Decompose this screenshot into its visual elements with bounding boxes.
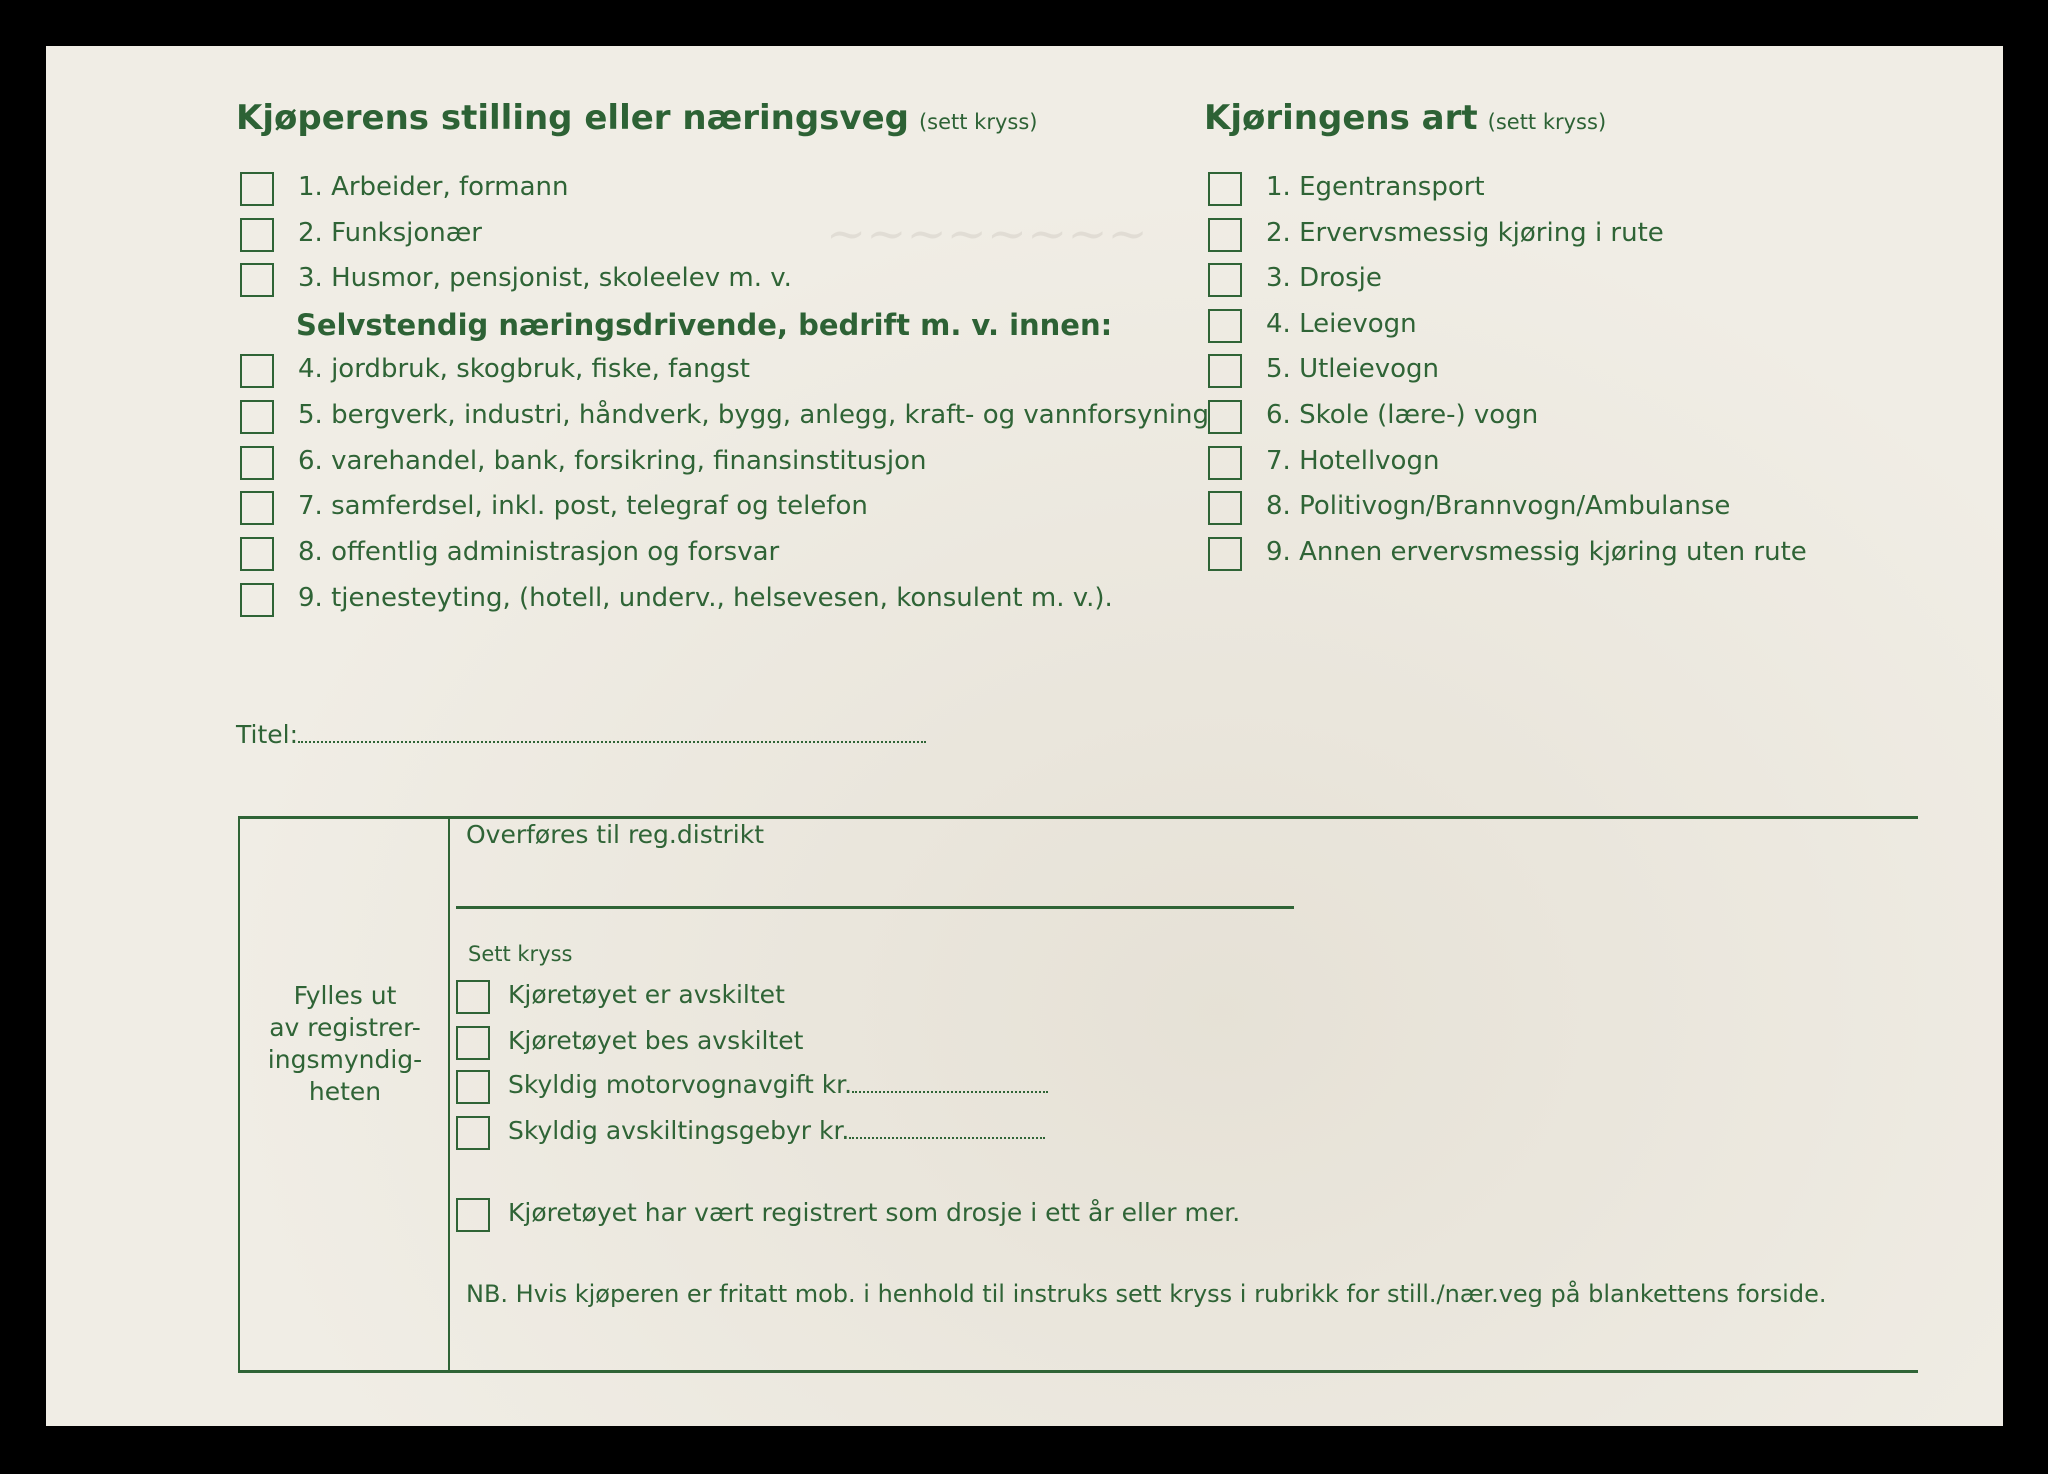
bleed-through-ghost: ~~~~~~~~	[826, 206, 1148, 262]
kjoring-item-7: 7. Hotellvogn	[1266, 446, 1440, 476]
kjoring-item-8: 8. Politivogn/Brannvogn/Ambulanse	[1266, 491, 1731, 521]
kjoring-checkbox-5[interactable]	[1208, 354, 1242, 388]
motorvognavgift-dotted-line	[852, 1089, 1048, 1093]
nb-note: NB. Hvis kjøperen er fritatt mob. i henhold til instruks sett kryss i rubrikk for still./nær.veg på blankettens forside.	[466, 1280, 1827, 1308]
stilling-checkbox-6[interactable]	[240, 446, 274, 480]
stilling-item-8: 8. offentlig administrasjon og forsvar	[298, 537, 780, 567]
stilling-item-4: 4. jordbruk, skogbruk, fiske, fangst	[298, 354, 750, 384]
right-title-note: (sett kryss)	[1487, 110, 1607, 134]
bes-avskiltet-label: Kjøretøyet bes avskiltet	[508, 1026, 804, 1055]
box-left-border	[238, 816, 240, 1372]
stilling-checkbox-5[interactable]	[240, 400, 274, 434]
sett-kryss-label: Sett kryss	[468, 942, 573, 966]
side-label-line-1: Fylles ut	[293, 981, 397, 1010]
stilling-item-9: 9. tjenesteyting, (hotell, underv., helsevesen, konsulent m. v.).	[298, 583, 1113, 613]
titel-dotted-line	[298, 739, 926, 743]
titel-field[interactable]	[236, 720, 926, 749]
transfer-district-line[interactable]	[456, 906, 1294, 909]
avskiltingsgebyr-label: Skyldig avskiltingsgebyr kr.	[508, 1116, 850, 1145]
titel-label: Titel:	[236, 720, 298, 749]
kjoring-item-9: 9. Annen ervervsmessig kjøring uten rute	[1266, 537, 1807, 567]
avskiltingsgebyr-dotted-line	[849, 1135, 1045, 1139]
left-section-title	[236, 98, 1037, 138]
stilling-checkbox-7[interactable]	[240, 491, 274, 525]
kjoring-checkbox-3[interactable]	[1208, 263, 1242, 297]
selvstendig-subheading: Selvstendig næringsdrivende, bedrift m. v. innen:	[296, 308, 1113, 342]
avskiltingsgebyr-checkbox[interactable]	[456, 1116, 490, 1150]
kjoring-item-4: 4. Leievogn	[1266, 309, 1417, 339]
kjoring-checkbox-7[interactable]	[1208, 446, 1242, 480]
kjoring-checkbox-1[interactable]	[1208, 172, 1242, 206]
kjoring-item-2: 2. Ervervsmessig kjøring i rute	[1266, 218, 1664, 248]
right-section-title	[1204, 98, 1606, 138]
kjoring-item-5: 5. Utleievogn	[1266, 354, 1440, 384]
side-label-line-4: heten	[308, 1077, 382, 1106]
drosje-label: Kjøretøyet har vært registrert som drosje i ett år eller mer.	[508, 1198, 1241, 1227]
drosje-checkbox[interactable]	[456, 1198, 490, 1232]
left-title-text: Kjøperens stilling eller næringsveg	[236, 98, 909, 138]
transfer-district-label: Overføres til reg.distrikt	[466, 820, 765, 849]
avskiltet-checkbox[interactable]	[456, 980, 490, 1014]
stilling-item-6: 6. varehandel, bank, forsikring, finansinstitusjon	[298, 446, 927, 476]
motorvognavgift-label: Skyldig motorvognavgift kr.	[508, 1070, 853, 1099]
side-label-line-3: ingsmyndig-	[267, 1045, 423, 1074]
stilling-item-1: 1. Arbeider, formann	[298, 172, 569, 202]
kjoring-checkbox-6[interactable]	[1208, 400, 1242, 434]
kjoring-item-6: 6. Skole (lære-) vogn	[1266, 400, 1539, 430]
kjoring-item-1: 1. Egentransport	[1266, 172, 1485, 202]
stilling-checkbox-1[interactable]	[240, 172, 274, 206]
stilling-checkbox-4[interactable]	[240, 354, 274, 388]
stilling-item-7: 7. samferdsel, inkl. post, telegraf og telefon	[298, 491, 868, 521]
side-label-line-2: av registrer-	[269, 1013, 421, 1042]
avskiltingsgebyr-field[interactable]	[508, 1116, 1045, 1145]
left-title-note: (sett kryss)	[918, 110, 1038, 134]
box-bottom-border	[238, 1370, 1918, 1373]
stilling-item-5: 5. bergverk, industri, håndverk, bygg, anlegg, kraft- og vannforsyning	[298, 400, 1210, 430]
avskiltet-label: Kjøretøyet er avskiltet	[508, 980, 785, 1009]
kjoring-item-3: 3. Drosje	[1266, 263, 1382, 293]
stilling-item-3: 3. Husmor, pensjonist, skoleelev m. v.	[298, 263, 792, 293]
stilling-checkbox-9[interactable]	[240, 583, 274, 617]
kjoring-checkbox-4[interactable]	[1208, 309, 1242, 343]
kjoring-checkbox-2[interactable]	[1208, 218, 1242, 252]
motorvognavgift-checkbox[interactable]	[456, 1070, 490, 1104]
kjoring-checkbox-8[interactable]	[1208, 491, 1242, 525]
box-divider	[448, 816, 450, 1372]
stilling-checkbox-3[interactable]	[240, 263, 274, 297]
stilling-item-2: 2. Funksjonær	[298, 218, 482, 248]
box-top-border	[238, 816, 1918, 819]
registration-authority-label	[242, 980, 448, 1108]
right-title-text: Kjøringens art	[1204, 98, 1478, 138]
stilling-checkbox-8[interactable]	[240, 537, 274, 571]
form-paper	[46, 46, 2003, 1426]
stilling-checkbox-2[interactable]	[240, 218, 274, 252]
motorvognavgift-field[interactable]	[508, 1070, 1048, 1099]
kjoring-checkbox-9[interactable]	[1208, 537, 1242, 571]
bes-avskiltet-checkbox[interactable]	[456, 1026, 490, 1060]
